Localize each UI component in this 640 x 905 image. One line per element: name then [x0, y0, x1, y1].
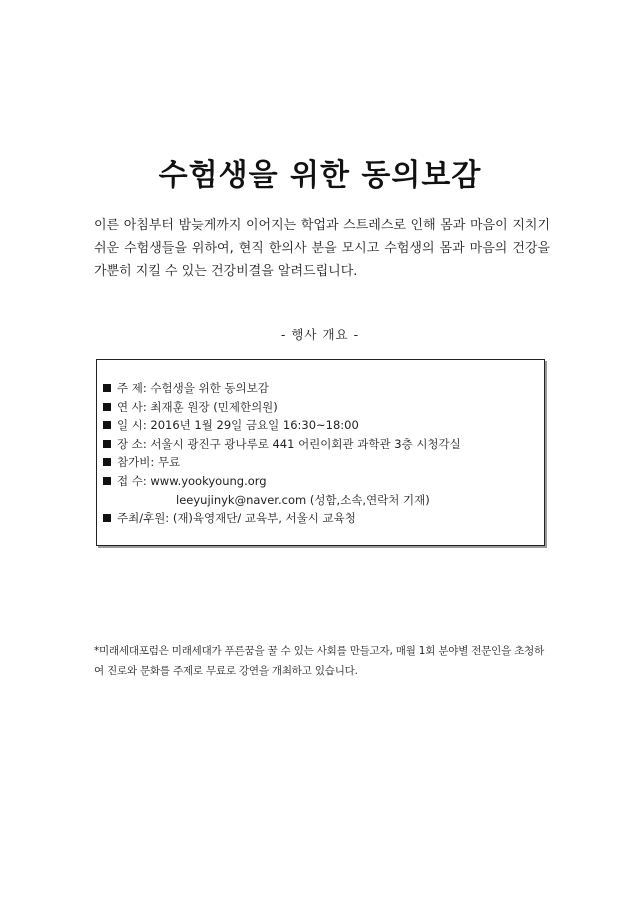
info-fee: 참가비: 무료 [117, 455, 181, 470]
info-speaker: 연 사: 최재훈 원장 (민제한의원) [117, 399, 278, 414]
intro-paragraph: 이른 아침부터 밤늦게까지 이어지는 학업과 스트레스로 인해 몸과 마음이 지치기 쉬운 수험생들을 위하여, 현직 한의사 분을 모시고 수험생의 몸과 마음의 건강을 가뿐히 지킬 수 있는 건강비결을 알려드립니다. [94, 218, 550, 279]
event-overview-box [96, 359, 545, 546]
section-heading: - 행사 개요 - [280, 327, 360, 342]
info-row-date [103, 416, 461, 435]
info-row-topic [103, 379, 461, 398]
square-bullet-icon [103, 477, 111, 485]
square-bullet-icon [103, 403, 111, 411]
square-bullet-icon [103, 458, 111, 466]
info-date: 일 시: 2016년 1월 29일 금요일 16:30~18:00 [117, 418, 359, 433]
info-row-venue [103, 435, 461, 454]
square-bullet-icon [103, 514, 111, 522]
info-row-host [103, 509, 461, 528]
page-title: 수험생을 위한 동의보감 [158, 158, 482, 193]
footnote: *미래세대포럼은 미래세대가 푸른꿈을 꿀 수 있는 사회를 만들고자, 매월 1회 분야별 전문인을 초청하여 진로와 문화를 주제로 무료로 강연을 개최하고 있습니다. [94, 645, 545, 677]
event-info-list [103, 379, 461, 528]
info-row-speaker [103, 398, 461, 417]
info-venue: 장 소: 서울시 광진구 광나루로 441 어린이회관 과학관 3층 시청각실 [117, 436, 461, 451]
square-bullet-icon [103, 440, 111, 448]
info-row-email [103, 491, 461, 510]
info-host: 주최/후원: (재)육영재단/ 교육부, 서울시 교육청 [117, 511, 356, 526]
info-row-fee [103, 453, 461, 472]
info-topic: 주 제: 수험생을 위한 동의보감 [117, 381, 269, 395]
square-bullet-icon [103, 384, 111, 392]
square-bullet-icon [103, 421, 111, 429]
info-email: leeyujinyk@naver.com (성함,소속,연락처 기재) [176, 492, 430, 507]
info-row-registration [103, 472, 461, 491]
info-registration: 접 수: www.yookyoung.org [117, 473, 267, 488]
